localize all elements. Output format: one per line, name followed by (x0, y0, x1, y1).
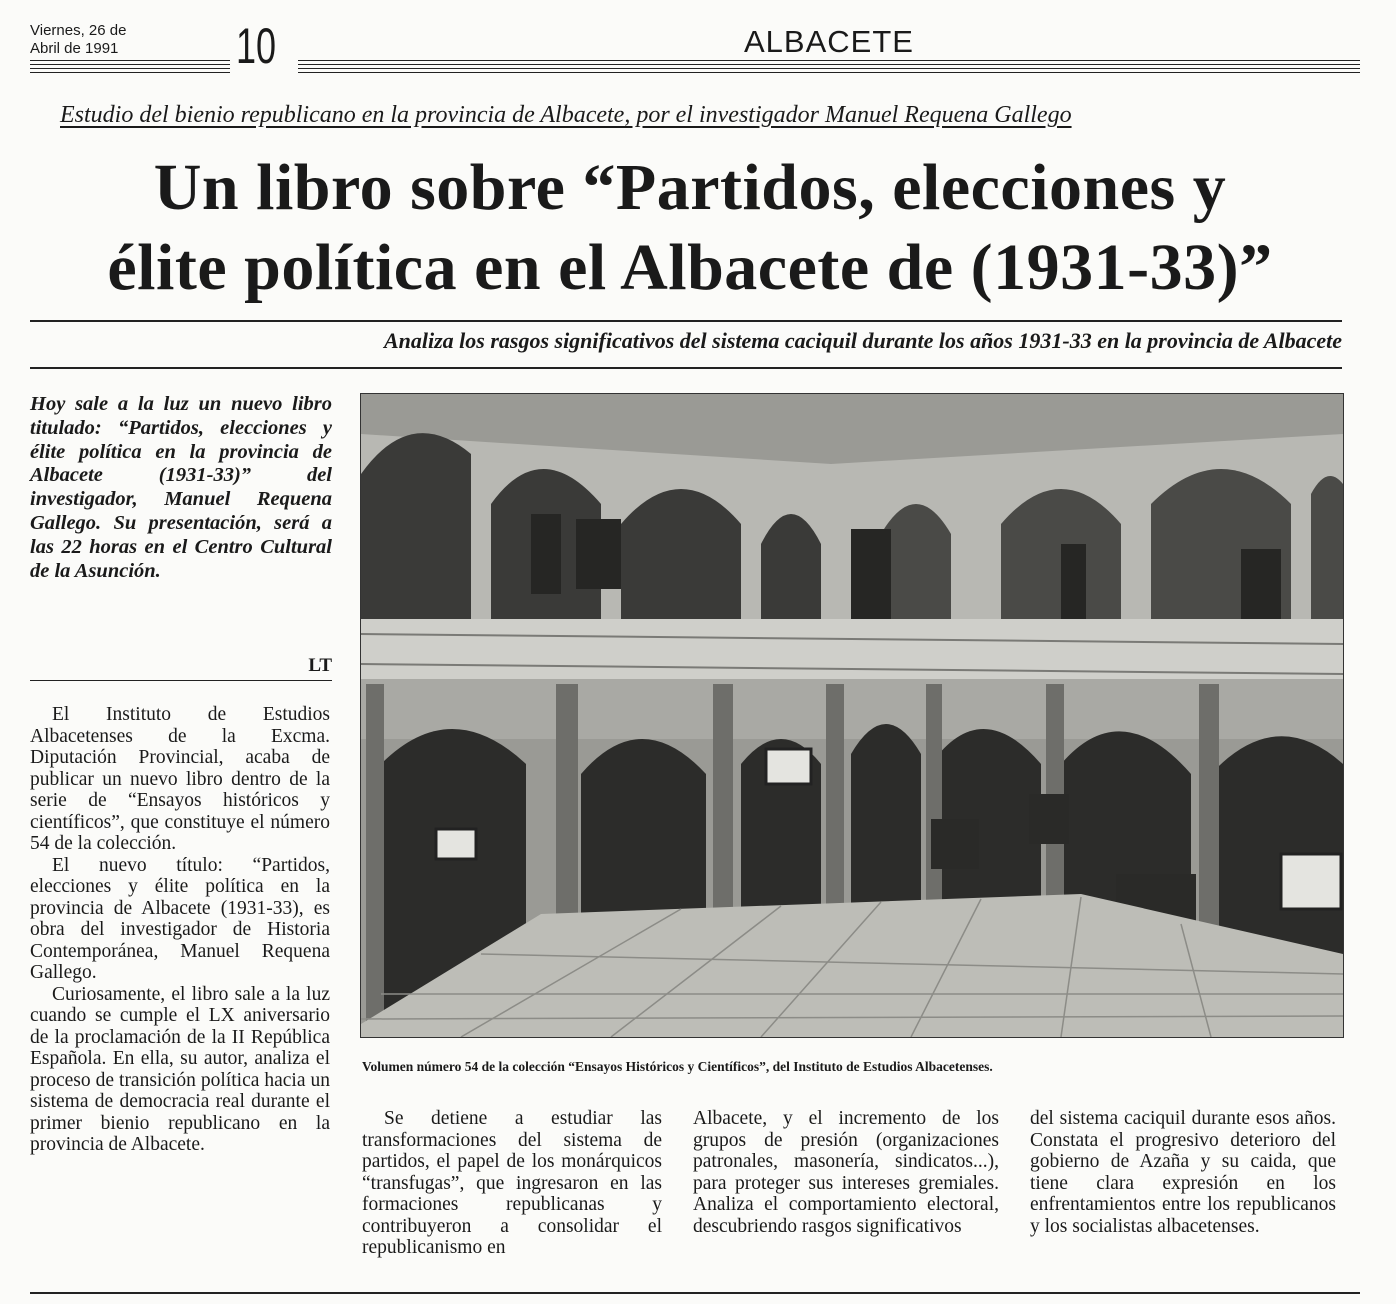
date-line-1: Viernes, 26 de (30, 22, 127, 39)
article-column-1 (30, 704, 330, 1156)
article-kicker: Estudio del bienio republicano en la provincia de Albacete, por el investigador Manuel Requena Gallego (60, 102, 1072, 128)
header-rule-left (30, 60, 230, 73)
column-4-text: del sistema caciquil durante esos años. Constata el progresivo deterioro del gobierno de Azaña y su caida, que tiene clara expresión en los enfrentamientos entre los republicanos y los socialistas albacetenses. (1030, 1108, 1336, 1237)
section-title: ALBACETE (744, 24, 914, 59)
issue-date (30, 22, 126, 58)
headline-line-2: élite política en el Albacete de (1931-33)” (107, 231, 1273, 304)
headline-line-1: Un libro sobre “Partidos, elecciones y (153, 151, 1227, 224)
column-1-paragraph-1: El Instituto de Estudios Albacetenses de la Excma. Diputación Provincial, acaba de publicar un nuevo libro dentro de la serie de “Ensayos históricos y científicos”, que constituye el número 54 de la colección. (30, 704, 330, 854)
article-headline (30, 148, 1350, 308)
lead-text: Hoy sale a la luz un nuevo libro titulado: “Partidos, elecciones y élite política en la provincia de Albacete (1931-33)” del investigador, Manuel Requena Gallego. Su presentación, será a las 22 horas en el Centro Cultural de la Asunción. (30, 393, 332, 582)
column-2-text: Se detiene a estudiar las transformaciones del sistema de partidos, el papel de los monárquicos “transfugas”, que ingresaron en las formaciones republicanas y contribuyeron a consolidar el republicanismo en (362, 1108, 662, 1258)
date-line-2: Abril de 1991 (30, 40, 119, 57)
photo-caption: Volumen número 54 de la colección “Ensayos Históricos y Científicos”, del Instituto de Estudios Albacetenses. (362, 1059, 993, 1074)
article-subhead: Analiza los rasgos significativos del sistema caciquil durante los años 1931-33 en la provincia de Albacete (383, 328, 1342, 353)
byline: LT (308, 655, 332, 676)
article-column-2 (362, 1108, 662, 1259)
subhead-top-rule (30, 320, 1342, 322)
article-column-4 (1030, 1108, 1336, 1237)
article-column-3 (693, 1108, 999, 1237)
article-lead (30, 393, 332, 583)
subhead-bottom-rule (30, 367, 1342, 369)
page-bottom-rule (30, 1292, 1360, 1294)
byline-rule (30, 680, 332, 681)
column-1-paragraph-3: Curiosamente, el libro sale a la luz cuando se cumple el LX aniversario de la proclamación de la II República Española. En ella, su autor, analiza el proceso de transición política hacia un sistema de democracia real durante el primer bienio republicano en la provincia de Albacete. (30, 983, 330, 1155)
page-number: 10 (236, 18, 277, 74)
column-1-paragraph-2: El nuevo título: “Partidos, elecciones y élite política en la provincia de Albacete (1931-33), es obra del investigador de Historia Contemporánea, Manuel Requena Gallego. (30, 854, 330, 983)
column-3-text: Albacete, y el incremento de los grupos de presión (organizaciones patronales, masonería, sindicatos...), para proteger sus intereses gremiales. Analiza el comportamiento electoral, descubriendo rasgos significativos (693, 1108, 999, 1237)
header-rule-right (298, 60, 1360, 73)
courtyard-photo (360, 393, 1344, 1038)
